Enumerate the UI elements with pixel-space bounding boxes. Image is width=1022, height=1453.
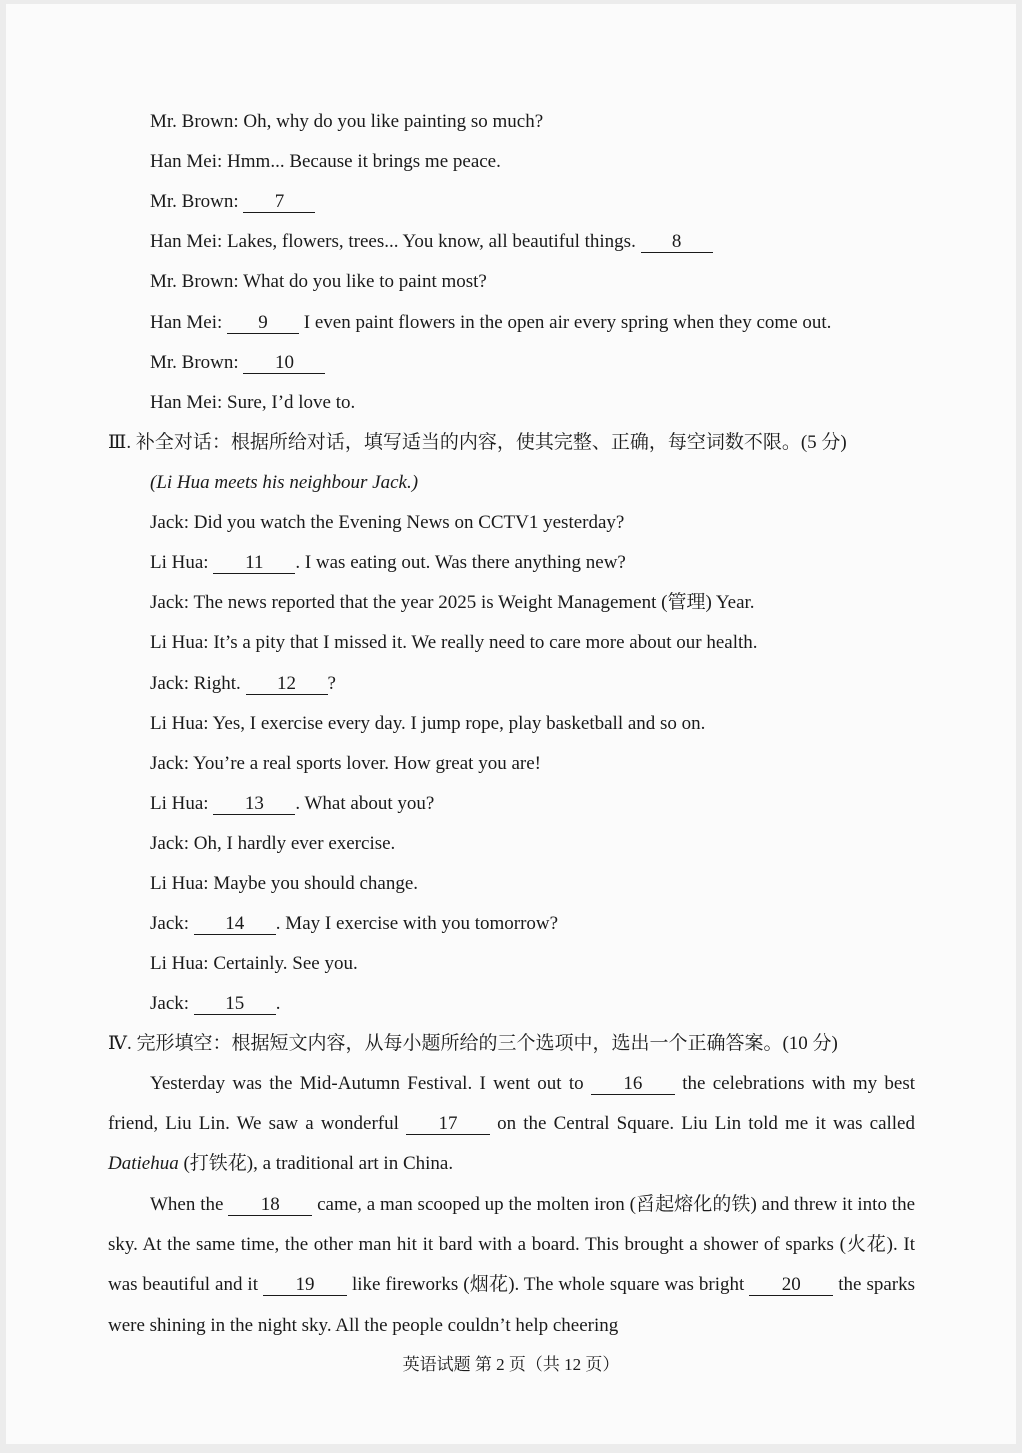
blank-7: 7 xyxy=(243,192,315,213)
dialog-line: Li Hua: Yes, I exercise every day. I jump rope, play basketball and so on. xyxy=(150,713,706,734)
dialog-line: Han Mei: Hmm... Because it brings me peace. xyxy=(150,151,501,172)
dialog-line xyxy=(150,551,626,575)
dialog-line xyxy=(150,190,315,214)
dialog-text: Jack: Right. xyxy=(150,673,246,694)
dialog-text: ? xyxy=(327,673,336,694)
blank-10: 10 xyxy=(243,353,325,374)
speaker: Jack: xyxy=(150,993,194,1014)
dialog-text: . What about you? xyxy=(295,793,435,814)
section-4-heading: Ⅳ. 完形填空：根据短文内容，从每小题所给的三个选项中，选出一个正确答案。(10 分) xyxy=(108,1033,838,1054)
speaker: Mr. Brown: xyxy=(150,191,244,212)
blank-14: 14 xyxy=(194,914,276,935)
cloze-paragraph-2: When the 18 came, a man scooped up the molten iron (舀起熔化的铁) and threw it into the sky. At the same time, the other man hit it bard with a board. This brought a shower of sparks (火花). It was beautiful and it 19 like fireworks (烟花). The whole square was bright 20 the sparks were shining in the night sky. All the people couldn’t help cheering xyxy=(108,1194,916,1336)
blank-15: 15 xyxy=(194,994,276,1015)
dialog-text: . May I exercise with you tomorrow? xyxy=(275,913,559,934)
blank-11: 11 xyxy=(213,553,295,574)
dialog-line: Jack: Did you watch the Evening News on CCTV1 yesterday? xyxy=(150,512,625,533)
blank-19: 19 xyxy=(263,1275,347,1296)
dialog-line xyxy=(150,230,713,254)
scene-note: (Li Hua meets his neighbour Jack.) xyxy=(150,472,419,493)
speaker: Jack: xyxy=(150,913,194,934)
dialog-line: Jack: You’re a real sports lover. How great you are! xyxy=(150,753,541,774)
dialog-line xyxy=(150,792,434,816)
blank-9: 9 xyxy=(227,313,299,334)
dialog-text: I even paint flowers in the open air every spring when they come out. xyxy=(299,312,832,333)
dialog-line: Han Mei: Sure, I’d love to. xyxy=(150,392,356,413)
dialog-line: Li Hua: It’s a pity that I missed it. We really need to care more about our health. xyxy=(150,632,758,653)
dialog-line: Mr. Brown: What do you like to paint most? xyxy=(150,271,487,292)
blank-16: 16 xyxy=(591,1074,675,1095)
dialog-line: Jack: Oh, I hardly ever exercise. xyxy=(150,833,396,854)
dialog-text: . xyxy=(275,993,281,1014)
dialog-text: Han Mei: Lakes, flowers, trees... You know, all beautiful things. xyxy=(150,231,641,252)
blank-12: 12 xyxy=(246,674,328,695)
speaker: Mr. Brown: xyxy=(150,352,244,373)
dialog-line xyxy=(150,672,336,696)
dialog-line: Li Hua: Certainly. See you. xyxy=(150,953,358,974)
cloze-paragraph-1: Yesterday was the Mid-Autumn Festival. I went out to 16 the celebrations with my best friend, Liu Lin. We saw a wonderful 17 on the Central Square. Liu Lin told me it was called Datiehua (打铁花), a traditional art in China. xyxy=(108,1073,915,1175)
dialog-line xyxy=(150,912,558,936)
dialog-line: Mr. Brown: Oh, why do you like painting so much? xyxy=(150,111,544,132)
speaker: Han Mei: xyxy=(150,312,228,333)
dialog-line xyxy=(150,351,325,375)
blank-18: 18 xyxy=(228,1195,312,1216)
dialog-text: . I was eating out. Was there anything new? xyxy=(295,552,626,573)
blank-13: 13 xyxy=(213,794,295,815)
dialog-line xyxy=(150,992,281,1016)
blank-20: 20 xyxy=(749,1275,833,1296)
dialog-line: Li Hua: Maybe you should change. xyxy=(150,873,419,894)
italic-term: Datiehua xyxy=(108,1153,179,1175)
blank-8: 8 xyxy=(641,232,713,253)
section-3-heading: Ⅲ. 补全对话：根据所给对话，填写适当的内容，使其完整、正确，每空词数不限。(5 分) xyxy=(108,432,847,453)
blank-17: 17 xyxy=(406,1114,490,1135)
speaker: Li Hua: xyxy=(150,793,214,814)
page-footer: 英语试题 第 2 页（共 12 页） xyxy=(402,1355,620,1374)
dialog-line: Jack: The news reported that the year 2025 is Weight Management (管理) Year. xyxy=(150,592,755,613)
speaker: Li Hua: xyxy=(150,552,214,573)
dialog-line xyxy=(150,311,831,335)
